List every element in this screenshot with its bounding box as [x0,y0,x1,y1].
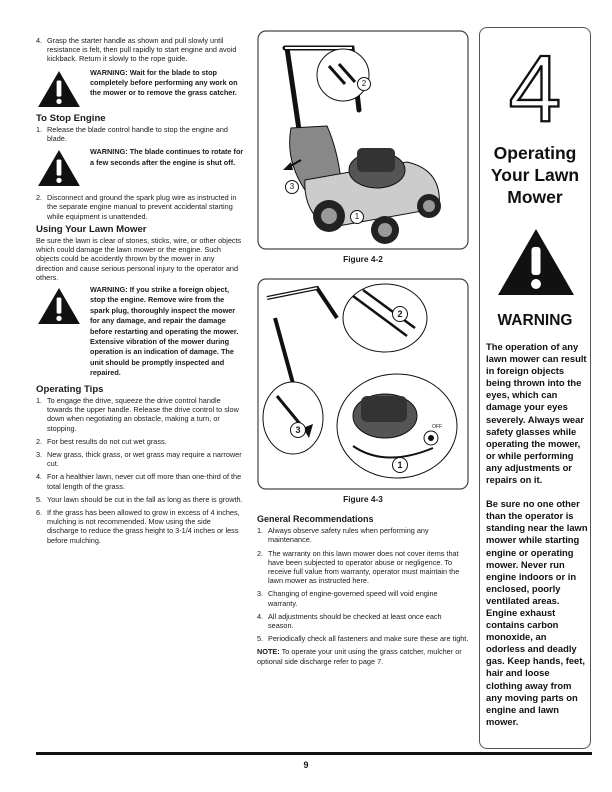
item-text: Changing of engine-governed speed will void engine warranty. [268,589,438,608]
note-paragraph [257,647,469,665]
item-text: Periodically check all fasteners and make sure these are tight. [268,634,469,644]
item-text: Always observe safety rules when performing any maintenance. [268,526,429,545]
item-text: For a healthier lawn, never cut off more than one-third of the total length of the grass. [47,472,242,491]
warning-text: WARNING: If you strike a foreign object, stop the engine. Remove wire from the spark plug, thoroughly inspect the mower for any damage, and repair the damage before restarting and operating the mower. Extensive vibration of the mower during operation is an indication of damage. The unit should be promptly inspected and repaired. [90,285,239,378]
list-item [257,612,469,630]
callout-2: 2 [357,77,371,91]
item-number: 5. [257,634,264,644]
step-number: 4. [36,36,43,45]
step-text: Release the blade control handle to stop the engine and blade. [47,124,228,144]
figure-4-3-illustration [257,278,469,490]
stop-steps [36,125,244,143]
using-paragraph: Be sure the lawn is clear of stones, sticks, wire, or other objects which could damage the lawn mower or the engine. Such objects could be accidently thrown by the mower in any direction and cause serious personal injury to the operator and others. [36,236,242,282]
using-heading: Using Your Lawn Mower [36,223,147,235]
list-item [257,589,469,607]
warning-paragraph-2: Be sure no one other than the operator is standing near the lawn mower while starting engine or operating mower. Never run engine indoors or in enclosed, poorly ventilated areas. Engine exhaust contains carbon monoxide, an odorless and deadly gas. Keep hands, feet, hair and loose clothing away from any moving parts on engine and lawn mower. [486,498,588,727]
callout-3: 3 [290,422,306,438]
chapter-title [480,142,590,208]
item-number: 4. [36,472,43,482]
warning-text: WARNING: Wait for the blade to stop completely before performing any work on the mower or to remove the grass catcher. [90,67,238,98]
item-number: 6. [36,507,43,517]
callout-1: 1 [350,210,364,224]
item-number: 3. [36,449,43,459]
callout-2: 2 [392,306,408,322]
callout-3: 3 [285,180,299,194]
item-text: For best results do not cut wet grass. [47,436,167,446]
warning-paragraph-1: The operation of any lawn mower can result in foreign objects being thrown into the eyes, which can damage your eyes severely. Always wear safety glasses while operating the mower, or while performing any adjustments or repairs on it. [486,341,587,486]
operating-tips-list [36,396,244,545]
chapter-title-line: Your Lawn [490,165,580,185]
list-item [36,36,244,64]
list-item [36,495,244,504]
operating-tips-heading: Operating Tips [36,383,104,395]
warning-triangle-icon [36,287,82,325]
item-number: 2. [36,436,43,446]
left-column [36,36,244,549]
warning-triangle-icon [36,70,82,108]
chapter-title-line: Operating [493,143,577,163]
warning-blade-rotate [36,147,244,187]
list-item [36,472,244,490]
list-item [36,450,244,468]
step-text: Grasp the starter handle as shown and pull slowly until resistance is felt, then pull rapidly to start engine and avoid kickback. Return it slowly to the rope guide. [47,36,237,64]
chapter-number-graphic [480,36,590,136]
figure-4-2-caption: Figure 4-2 [343,254,383,264]
item-text: The warranty on this lawn mower does not cover items that have been subjected to operator abuse or negligence. To receive full value from warranty, operator must maintain the lawn mower as instructed here. [268,548,460,586]
warning-blade-stop [36,68,244,108]
bottom-rule [36,752,592,755]
page-number: 9 [303,760,309,770]
item-text: New grass, thick grass, or wet grass may require a narrower cut. [47,449,242,469]
item-text: All adjustments should be checked at least once each season. [268,611,442,631]
chapter-number: 4 [508,36,562,136]
off-label: OFF [432,424,442,430]
list-item [36,396,244,433]
note-text: To operate your unit using the grass catcher, mulcher or optional side discharge refer to page 7. [257,647,462,666]
stop-engine-heading: To Stop Engine [36,112,106,124]
list-item [257,634,469,643]
item-number: 2. [257,548,264,558]
recommendations-list [257,526,469,643]
list-item [257,549,469,586]
item-text: Your lawn should be cut in the fall as long as there is growth. [47,494,243,504]
step-number: 2. [36,193,43,203]
list-item [36,437,244,446]
list-item [257,526,469,544]
list-item [36,193,244,221]
warning-triangle-icon [36,149,82,187]
chapter-sidebar [479,27,591,749]
list-item [36,508,244,545]
list-item [36,125,244,143]
stop-steps-2 [36,193,244,221]
item-number: 5. [36,494,43,504]
item-number: 1. [36,395,43,405]
item-text: To engage the drive, squeeze the drive control handle towards the upper handle. Release the drive control to slow down when negotiating an obstacle, making a turn, or stopping. [47,395,239,433]
start-steps [36,36,244,64]
item-text: If the grass has been allowed to grow in excess of 4 inches, mulching is not recommended. Mow using the side discharge to reduce the grass height to 3-1/4 inches or less before mulching. [47,507,240,545]
callout-1: 1 [392,457,408,473]
item-number: 1. [257,526,264,536]
item-number: 3. [257,589,264,599]
note-label: NOTE: [257,647,280,657]
warning-foreign-object [36,285,244,379]
chapter-title-line: Mower [507,187,563,207]
general-heading: General Recommendations [257,514,374,524]
warning-triangle-icon [496,227,576,297]
warning-text: WARNING: The blade continues to rotate for a few seconds after the engine is shut off. [90,147,244,167]
warning-heading: WARNING [497,312,573,329]
step-text: Disconnect and ground the spark plug wire as instructed in the separate engine manual to prevent accidental starting while equipment is unattended. [47,193,237,221]
figure-4-3-caption: Figure 4-3 [343,494,383,504]
warning-body [486,341,588,728]
item-number: 4. [257,611,264,621]
step-number: 1. [36,124,43,134]
general-recommendations [257,515,469,669]
